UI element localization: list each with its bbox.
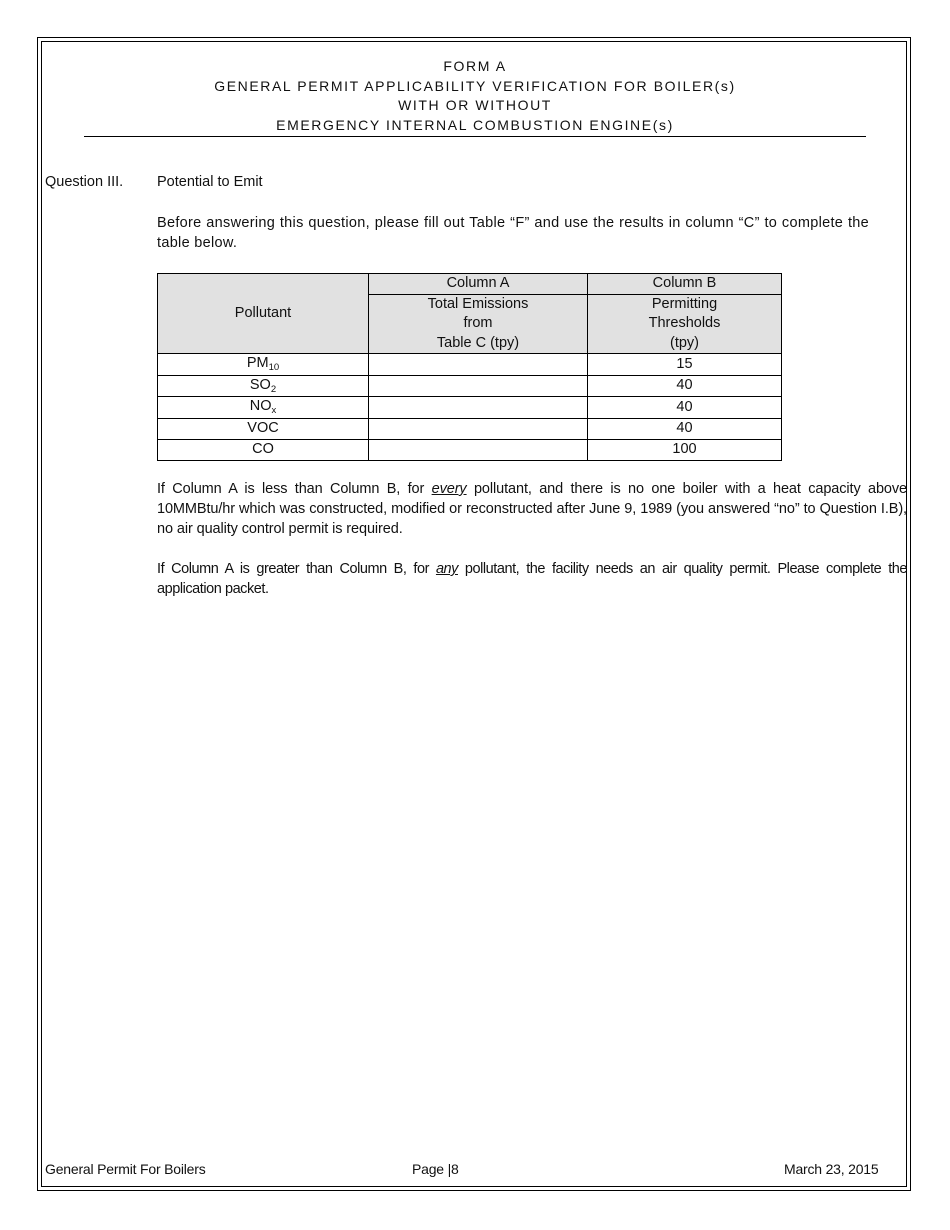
column-b-desc-line: Permitting xyxy=(651,295,718,312)
table-row xyxy=(158,375,782,397)
column-a-desc-line: from xyxy=(463,315,493,331)
column-a-desc-line: Table C (tpy) xyxy=(436,334,520,351)
column-a-cell[interactable] xyxy=(369,418,588,439)
column-b-label: Column B xyxy=(588,274,782,295)
pollutant-cell: VOC xyxy=(158,418,369,439)
question-title: Potential to Emit xyxy=(157,174,263,190)
pollutant-cell: $PM_{10}$ xyxy=(158,354,369,376)
column-b-cell: 40 xyxy=(588,375,782,397)
column-a-cell[interactable] xyxy=(369,354,588,376)
table-row xyxy=(158,397,782,419)
pollutant-cell: $SO_2$ xyxy=(158,375,369,397)
emphasis-every: every xyxy=(431,481,467,497)
pollutant-cell: $NO_x$ xyxy=(158,397,369,419)
footer-page-number: Page |8 xyxy=(412,1161,459,1177)
emphasis-any: any xyxy=(435,561,458,577)
column-b-cell: 100 xyxy=(588,439,782,460)
column-b-desc-line: Thresholds xyxy=(648,315,721,331)
footer-date: March 23, 2015 xyxy=(784,1161,879,1177)
column-b-description xyxy=(588,294,782,354)
column-a-label: Column A xyxy=(369,274,588,295)
column-a-cell[interactable] xyxy=(369,439,588,460)
pollutant-cell: CO xyxy=(158,439,369,460)
header-subtitle-2: EMERGENCY INTERNAL COMBUSTION ENGINE(s) xyxy=(276,116,674,133)
question-intro: Before answering this question, please fill out Table “F” and use the results in column “C” to complete the table below. xyxy=(157,215,869,251)
column-a-cell[interactable] xyxy=(369,375,588,397)
column-b-cell: 40 xyxy=(588,418,782,439)
column-b-desc-line: (tpy) xyxy=(670,334,699,351)
table-row xyxy=(158,418,782,439)
header-subtitle: WITH OR WITHOUT xyxy=(398,97,552,113)
column-a-cell[interactable] xyxy=(369,397,588,419)
form-header xyxy=(84,57,866,135)
instruction-paragraph-less-than: If Column A is less than Column B, for every pollutant, and there is no one boiler with a heat capacity above 10MMBtu/hr which was constructed, modified or reconstructed after June 9, 1989 (you answered “no” to Question I.B), no air quality control permit is required. xyxy=(157,481,907,537)
table-row xyxy=(158,439,782,460)
column-a-desc-line: Total Emissions xyxy=(427,295,529,312)
column-b-cell: 40 xyxy=(588,397,782,419)
column-b-cell: 15 xyxy=(588,354,782,376)
emissions-table xyxy=(157,273,782,461)
header-form-name: FORM A xyxy=(443,58,507,74)
header-title: GENERAL PERMIT APPLICABILITY VERIFICATION FOR BOILER(s) xyxy=(214,77,736,94)
footer-document-title: General Permit For Boilers xyxy=(45,1161,206,1177)
instruction-paragraph-greater-than: If Column A is greater than Column B, for any pollutant, the facility needs an air quality permit. Please complete the application packet. xyxy=(157,561,908,597)
column-a-description xyxy=(369,294,588,354)
pollutant-header: Pollutant xyxy=(158,274,369,354)
question-label: Question III. xyxy=(45,174,124,190)
header-rule xyxy=(84,136,866,137)
table-row xyxy=(158,354,782,376)
